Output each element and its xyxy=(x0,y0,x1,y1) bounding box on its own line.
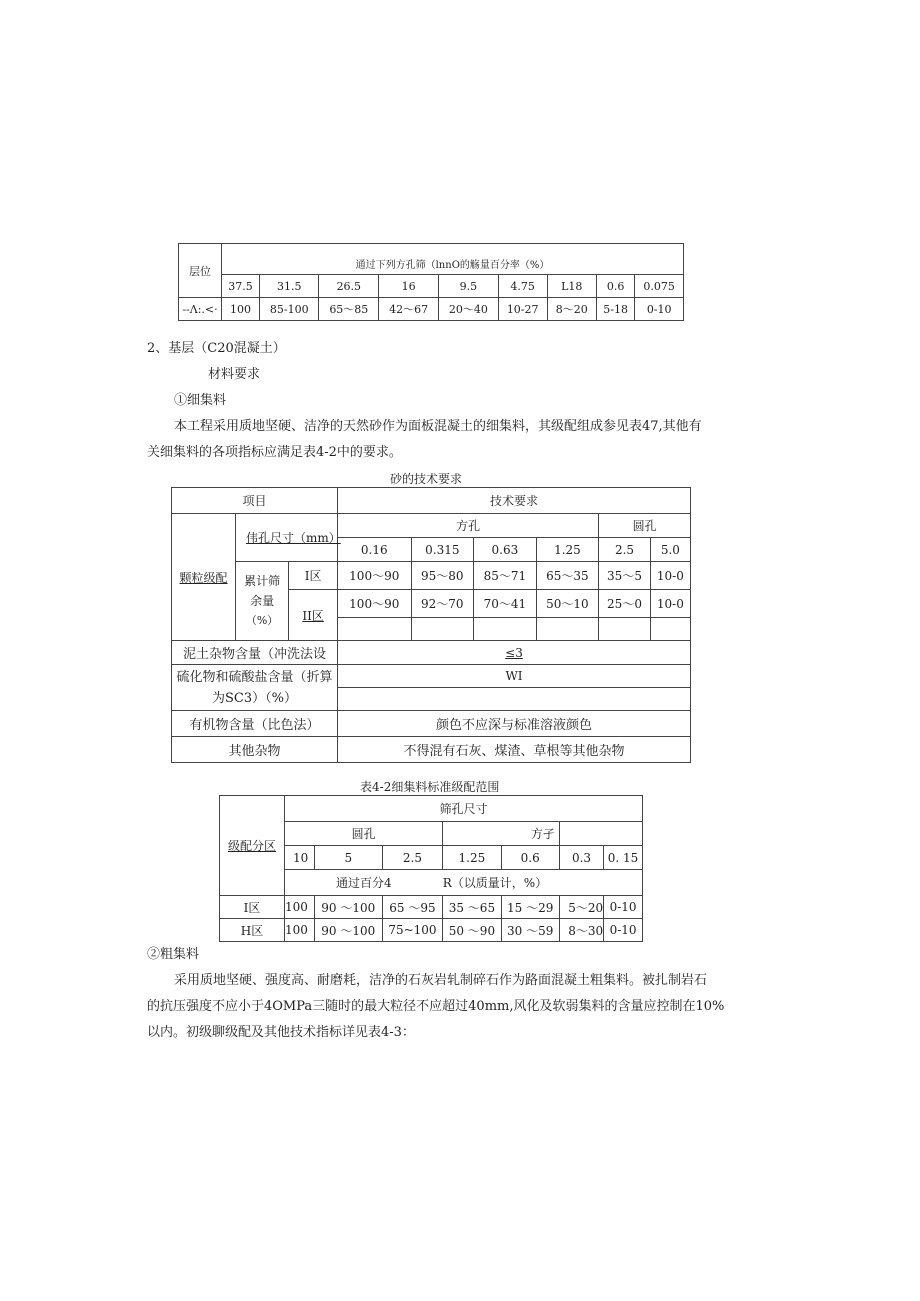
value-cell: 100 xyxy=(222,298,260,321)
empty-cell xyxy=(474,618,537,641)
sulfide-value: WI xyxy=(338,665,691,688)
sieve-size-label xyxy=(236,514,341,562)
value-cell: 75~100 xyxy=(382,919,443,942)
value-cell: 50～10 xyxy=(536,590,599,618)
fine-agg-para-line1: 本工程采用质地坚硬、洁净的天然砂作为面板混凝土的细集料，其级配组成参见表47,其他有 xyxy=(174,419,702,434)
size-cell: 5 xyxy=(314,846,382,870)
other-label: 其他杂物 xyxy=(172,737,338,763)
value-cell: 100 xyxy=(285,919,315,942)
coarse-para-line2: 的抗压强度不应小于4OMPa三随时的最大粒径不应超过40mm,风化及软弱集料的含量应控制在10% xyxy=(147,999,725,1014)
size-cell: 0.16 xyxy=(338,538,412,562)
value-cell: 100～90 xyxy=(338,562,412,590)
sieve-size: 37.5 xyxy=(222,275,260,298)
value-cell: 65 ～95 xyxy=(382,896,443,919)
table42-title: 表4-2细集料标准级配范围 xyxy=(360,780,500,794)
organic-value: 颜色不应深与标准溶液颜色 xyxy=(338,711,691,737)
coarse-para-line1: 采用质地坚硬、强度高、耐磨耗，洁净的石灰岩轧制碎石作为路面混凝土粗集料。被扎制岩石 xyxy=(174,973,708,988)
sieve-size: 0.6 xyxy=(596,275,634,298)
empty-cell xyxy=(338,688,691,711)
sieve-size: L18 xyxy=(547,275,596,298)
value-cell: 50 ～90 xyxy=(443,919,501,942)
value-cell: 65～35 xyxy=(536,562,599,590)
fine-agg-para-line2: 关细集料的各项指标应满足表4-2中的要求。 xyxy=(147,445,402,460)
row-label: --Λ:.<· xyxy=(179,298,222,321)
value-cell: 35～5 xyxy=(599,562,651,590)
size-cell: 1.25 xyxy=(443,846,501,870)
value-cell: 70～41 xyxy=(474,590,537,618)
zone-header xyxy=(220,796,285,896)
cumulative-line1: 累计筛 xyxy=(244,574,281,588)
value-cell: 30 ～59 xyxy=(501,919,559,942)
size-cell: 5.0 xyxy=(650,538,690,562)
sieve-header: 筛孔尺寸 xyxy=(285,796,643,822)
value-cell: 100～90 xyxy=(338,590,412,618)
col-item: 项目 xyxy=(172,488,338,514)
size-cell: 0.63 xyxy=(474,538,537,562)
round-hole: 圆孔 xyxy=(599,514,691,538)
cumulative-line3: （%） xyxy=(245,614,279,627)
value-cell: 85-100 xyxy=(260,298,319,321)
mud-value-text: ≤3 xyxy=(505,645,523,660)
value-cell: 10-0 xyxy=(650,562,690,590)
empty-cell xyxy=(650,618,690,641)
zone2-label-text: II区 xyxy=(302,608,324,623)
section-heading: 2、基层（C20混凝土） xyxy=(147,341,286,356)
value-cell: 25～0 xyxy=(599,590,651,618)
value-cell: 90 ～100 xyxy=(314,896,382,919)
sieve-size: 9.5 xyxy=(438,275,498,298)
value-cell: 85～71 xyxy=(474,562,537,590)
sand-table-title: 砂的技术要求 xyxy=(390,472,463,486)
other-value: 不得混有石灰、煤渣、草根等其他杂物 xyxy=(338,737,691,763)
sand-requirements-table xyxy=(171,487,691,763)
value-cell: 20～40 xyxy=(438,298,498,321)
value-cell: 8～30 xyxy=(559,919,603,942)
sulfide-line1: 硫化物和硫酸盐含量（折算 xyxy=(176,669,333,685)
value-cell: 10-0 xyxy=(650,590,690,618)
row-header: 层位 xyxy=(179,244,222,298)
size-cell: 1.25 xyxy=(536,538,599,562)
value-cell: 15 ～29 xyxy=(501,896,559,919)
sieve-size: 31.5 xyxy=(260,275,319,298)
value-cell: 42～67 xyxy=(379,298,439,321)
pass-label-1: 通过百分4 xyxy=(285,870,443,896)
table-caption: 通过下列方孔筛（lnnO的觞量百分率（%） xyxy=(222,244,684,275)
value-cell: 0-10 xyxy=(635,298,684,321)
coarse-agg-heading: ②粗集料 xyxy=(147,947,200,962)
empty-cell xyxy=(536,618,599,641)
gradation-table-1 xyxy=(178,243,684,321)
value-cell: 0-10 xyxy=(604,919,643,942)
sieve-size: 16 xyxy=(379,275,439,298)
size-cell: 0. 15 xyxy=(604,846,643,870)
zone-label: H区 xyxy=(220,919,285,942)
sieve-size-label-text: 伟孔尺寸（mm） xyxy=(246,531,341,545)
size-cell: 0.6 xyxy=(501,846,559,870)
empty-cell xyxy=(338,618,412,641)
fine-agg-heading: ①细集料 xyxy=(174,393,227,408)
size-cell: 2.5 xyxy=(599,538,651,562)
square-hole: 方孑 xyxy=(443,822,560,846)
grading-label xyxy=(172,514,236,641)
sulfide-line2: 为SC3）（%） xyxy=(212,690,297,706)
sieve-size: 4.75 xyxy=(498,275,547,298)
value-cell: 100 xyxy=(285,896,315,919)
mud-label: 泥土杂物含量（冲洗法设 xyxy=(172,641,338,665)
value-cell: 0-10 xyxy=(604,896,643,919)
grading-label-text: 颗粒级配 xyxy=(179,570,228,585)
material-req-heading: 材料要求 xyxy=(208,367,261,382)
organic-label: 有机物含量（比色法） xyxy=(172,711,338,737)
zone1-label: I区 xyxy=(289,562,338,590)
value-cell: 8～20 xyxy=(547,298,596,321)
size-cell: 0.3 xyxy=(559,846,603,870)
empty-cell xyxy=(559,822,642,846)
mud-value xyxy=(338,641,691,665)
value-cell: 65～85 xyxy=(319,298,379,321)
pass-label-2: R（以质量计，%） xyxy=(443,870,643,896)
round-hole: 圆孔 xyxy=(285,822,443,846)
empty-cell xyxy=(411,618,474,641)
value-cell: 35 ～65 xyxy=(443,896,501,919)
square-hole: 方孔 xyxy=(338,514,599,538)
value-cell: 5-18 xyxy=(596,298,634,321)
col-req: 技术要求 xyxy=(338,488,691,514)
value-cell: 95～80 xyxy=(411,562,474,590)
coarse-para-line3: 以内。初级聊级配及其他技术指标详见表4-3： xyxy=(147,1025,415,1040)
zone-header-text: 级配分区 xyxy=(227,839,276,853)
sieve-size: 0.075 xyxy=(635,275,684,298)
zone2-label xyxy=(289,590,338,641)
sulfide-label xyxy=(172,665,338,711)
value-cell: 5～20 xyxy=(559,896,603,919)
size-cell: 0.315 xyxy=(411,538,474,562)
size-cell: 10 xyxy=(285,846,315,870)
value-cell: 10-27 xyxy=(498,298,547,321)
size-cell: 2.5 xyxy=(382,846,443,870)
fine-agg-grading-table xyxy=(219,795,643,942)
value-cell: 92～70 xyxy=(411,590,474,618)
zone-label: I区 xyxy=(220,896,285,919)
value-cell: 90 ～100 xyxy=(314,919,382,942)
cumulative-line2: 余量 xyxy=(250,594,275,608)
sieve-size: 26.5 xyxy=(319,275,379,298)
cumulative-label xyxy=(236,562,289,641)
empty-cell xyxy=(599,618,651,641)
